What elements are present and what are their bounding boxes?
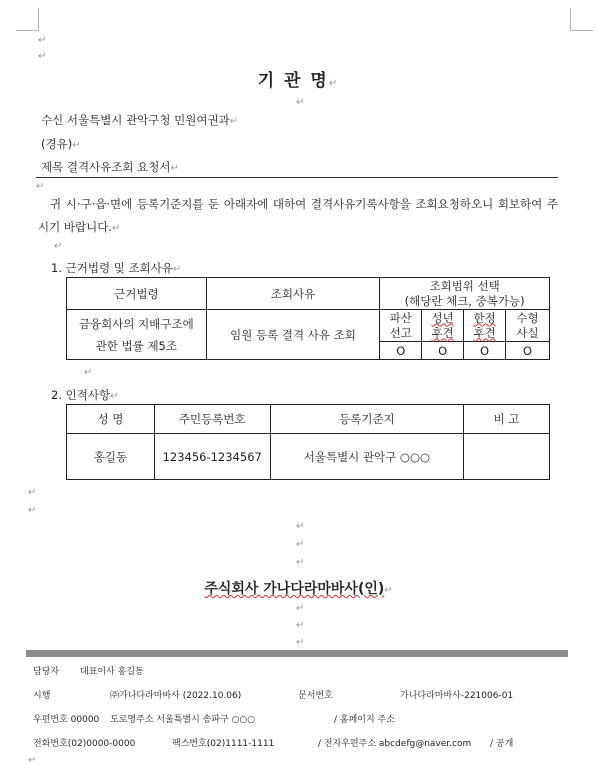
header-name: 성 명 bbox=[67, 405, 155, 434]
scope-criminal-record: 수형 사실 bbox=[506, 310, 550, 342]
section2-heading: 2. 인적사항↵ bbox=[51, 388, 119, 402]
paragraph-mark: ↵ bbox=[38, 35, 47, 46]
company-seal-line: 주식회사 가나다라마바사(인)↵ bbox=[204, 581, 393, 597]
section1-heading: 1. 근거법령 및 조회사유↵ bbox=[51, 261, 182, 275]
check-criminal-record[interactable]: O bbox=[506, 342, 550, 360]
paragraph-mark: ↵ bbox=[296, 97, 305, 108]
cell-remarks bbox=[464, 434, 550, 480]
footer-email: / 전자우편주소 abcdefg@naver.com bbox=[318, 739, 472, 749]
footer-fax: 팩스번호(02)1111-1111 bbox=[172, 739, 275, 749]
paragraph-mark: ↵ bbox=[296, 539, 305, 550]
personal-info-table bbox=[66, 404, 550, 480]
paragraph-mark: ↵ bbox=[28, 487, 37, 498]
footer-homepage: / 홈페이지 주소 bbox=[334, 715, 395, 725]
basis-table bbox=[66, 277, 550, 360]
cell-name: 홍길동 bbox=[67, 434, 155, 480]
paragraph-mark: ↵ bbox=[296, 637, 305, 648]
header-resident-number: 주민등록번호 bbox=[154, 405, 270, 434]
paragraph-mark: ↵ bbox=[84, 367, 93, 378]
footer-enforce-value: ㈜가나다라마바사 (2022.10.06) bbox=[110, 691, 242, 701]
check-adult-guardianship[interactable]: O bbox=[422, 342, 464, 360]
crop-mark-top-left bbox=[16, 8, 39, 31]
footer-enforce-label: 시행 bbox=[33, 691, 51, 701]
header-registration-base: 등록기준지 bbox=[270, 405, 464, 434]
paragraph-mark: ↵ bbox=[296, 557, 305, 568]
paragraph-mark: ↵ bbox=[296, 620, 305, 631]
document-title: 기 관 명↵ bbox=[257, 71, 340, 91]
footer-manager-label: 담당자 bbox=[33, 667, 60, 677]
cell-resident-number: 123456-1234567 bbox=[154, 434, 270, 480]
header-divider bbox=[36, 177, 558, 178]
footer-docno-value: 가나다라마바사-221006-01 bbox=[400, 691, 514, 701]
paragraph-mark: ↵ bbox=[38, 51, 47, 62]
paragraph-mark: ↵ bbox=[296, 521, 305, 532]
header-remarks: 비 고 bbox=[464, 405, 550, 434]
subject-line: 제목 결격사유조회 요청서↵ bbox=[41, 160, 179, 174]
footer-manager-value: 대표이사 홍길동 bbox=[80, 667, 144, 677]
request-paragraph: 귀 시·구·읍·면에 등록기준지를 둔 아래자에 대하여 결격사유기록사항을 조회요청하오니 회보하여 주시기 바랍니다.↵ bbox=[38, 197, 558, 234]
paragraph-mark: ↵ bbox=[36, 181, 45, 192]
footer-phone: 전화번호(02)0000-0000 bbox=[33, 739, 136, 749]
check-bankruptcy[interactable]: O bbox=[380, 342, 422, 360]
scope-adult-guardianship: 성년 후견 bbox=[422, 310, 464, 342]
law-cell: 금융회사의 지배구조에 관한 법률 제5조 bbox=[67, 310, 207, 360]
via-line: (경유)↵ bbox=[41, 137, 81, 151]
header-scope: 조회범위 선택 (해당란 체크, 중복가능) bbox=[380, 278, 550, 310]
paragraph-mark: ↵ bbox=[54, 241, 63, 252]
footer-public: / 공개 bbox=[490, 739, 514, 749]
check-limited-guardianship[interactable]: O bbox=[464, 342, 506, 360]
reason-cell: 임원 등록 결격 사유 조회 bbox=[206, 310, 380, 360]
crop-mark-top-right bbox=[570, 8, 593, 31]
paragraph-mark: ↵ bbox=[28, 755, 37, 766]
footer-docno-label: 문서번호 bbox=[298, 691, 333, 701]
header-reason: 조회사유 bbox=[206, 278, 380, 310]
scope-bankruptcy: 파산 선고 bbox=[380, 310, 422, 342]
header-law: 근거법령 bbox=[67, 278, 207, 310]
paragraph-mark: ↵ bbox=[28, 505, 37, 516]
footer-address: 도로명주소 서울특별시 송파구 ○○○ bbox=[110, 715, 256, 725]
paragraph-mark: ↵ bbox=[296, 603, 305, 614]
footer-bar bbox=[26, 650, 568, 657]
footer-postcode: 우편번호 00000 bbox=[33, 715, 100, 725]
recipient-line: 수신 서울특별시 관악구청 민원여권과↵ bbox=[41, 113, 239, 127]
cell-registration-base: 서울특별시 관악구 ○○○ bbox=[270, 434, 464, 480]
scope-limited-guardianship: 한정 후견 bbox=[464, 310, 506, 342]
